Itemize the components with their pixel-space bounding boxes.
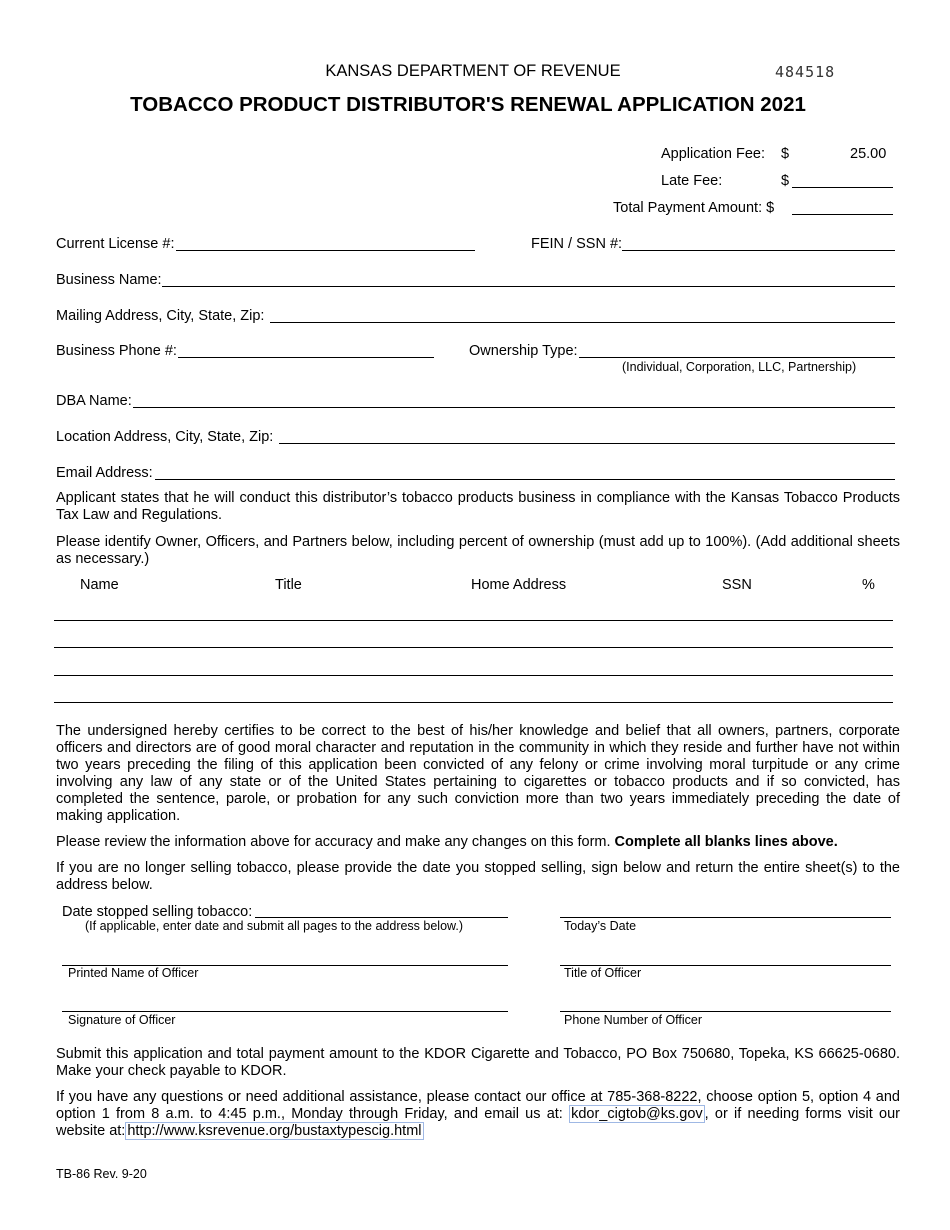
column-title: Title — [275, 577, 302, 593]
signature-officer-label: Signature of Officer — [68, 1013, 176, 1027]
owners-instruction: Please identify Owner, Officers, and Partners below, including percent of ownership (must add up to 100%). (Add additional sheets as necessary.) — [56, 534, 900, 567]
ownership-type-line[interactable] — [579, 357, 895, 358]
phone-officer-label: Phone Number of Officer — [564, 1013, 703, 1027]
owner-row-line[interactable] — [54, 620, 893, 621]
column-home-address: Home Address — [471, 577, 567, 593]
todays-date-line[interactable] — [560, 917, 891, 918]
current-license-line[interactable] — [176, 250, 475, 251]
fein-ssn-line[interactable] — [622, 250, 895, 251]
email-label: Email Address: — [56, 465, 153, 481]
contact-text: If you have any questions or need additional assistance, please contact our office at 785-368-8222, choose option 5, option 4 and option 1 from 8 a.m. to 4:45 p.m., Monday through Friday, and email us at: — [56, 1089, 900, 1122]
date-stopped-label: Date stopped selling tobacco: — [62, 904, 253, 920]
review-text: Please review the information above for accuracy and make any changes on this form. — [56, 834, 611, 850]
column-ssn: SSN — [722, 577, 752, 593]
late-fee-line[interactable] — [792, 187, 893, 188]
dba-name-label: DBA Name: — [56, 393, 132, 409]
website-link[interactable]: http://www.ksrevenue.org/bustaxtypescig.html — [127, 1123, 422, 1139]
phone-officer-line[interactable] — [560, 1011, 891, 1012]
owner-row-line[interactable] — [54, 702, 893, 703]
review-instruction — [56, 834, 900, 851]
title-officer-label: Title of Officer — [564, 966, 642, 980]
stopped-instruction: If you are no longer selling tobacco, please provide the date you stopped selling, sign below and return the entire sheet(s) to the address below. — [56, 860, 900, 893]
business-name-label: Business Name: — [56, 272, 162, 288]
agency-name: KANSAS DEPARTMENT OF REVENUE — [325, 62, 621, 80]
business-phone-line[interactable] — [178, 357, 434, 358]
review-bold-text: Complete all blanks lines above. — [614, 834, 838, 850]
mailing-address-label: Mailing Address, City, State, Zip: — [56, 308, 265, 324]
signature-line[interactable] — [62, 1011, 508, 1012]
application-fee-currency: $ — [781, 146, 790, 162]
dba-name-line[interactable] — [133, 407, 895, 408]
current-license-label: Current License #: — [56, 236, 175, 252]
location-address-label: Location Address, City, State, Zip: — [56, 429, 274, 445]
form-number: 484518 — [775, 63, 836, 81]
ownership-type-label: Ownership Type: — [469, 343, 578, 359]
total-payment-label: Total Payment Amount: $ — [613, 200, 775, 216]
contact-middle-text: , or if needing forms visit our website at: — [56, 1106, 900, 1139]
email-link[interactable]: kdor_cigtob@ks.gov — [571, 1106, 703, 1122]
late-fee-currency: $ — [781, 173, 790, 189]
business-phone-label: Business Phone #: — [56, 343, 177, 359]
date-stopped-hint: (If applicable, enter date and submit all pages to the address below.) — [85, 919, 464, 933]
business-name-line[interactable] — [162, 286, 895, 287]
compliance-statement: Applicant states that he will conduct this distributor’s tobacco products business in compliance with the Kansas Tobacco Products Tax Law and Regulations. — [56, 490, 900, 523]
application-fee-value: 25.00 — [850, 146, 887, 162]
form-title: TOBACCO PRODUCT DISTRIBUTOR'S RENEWAL APPLICATION 2021 — [130, 93, 806, 116]
form-revision: TB-86 Rev. 9-20 — [56, 1167, 147, 1181]
todays-date-label: Today’s Date — [564, 919, 637, 933]
date-stopped-line[interactable] — [255, 917, 508, 918]
submit-instructions: Submit this application and total payment amount to the KDOR Cigarette and Tobacco, PO Box 750680, Topeka, KS 66625-0680. Make your check payable to KDOR. — [56, 1046, 900, 1079]
late-fee-label: Late Fee: — [661, 173, 723, 189]
owner-row-line[interactable] — [54, 647, 893, 648]
ownership-type-hint: (Individual, Corporation, LLC, Partnership) — [622, 360, 857, 374]
contact-info — [56, 1089, 900, 1140]
application-fee-label: Application Fee: — [661, 146, 765, 162]
location-address-line[interactable] — [279, 443, 895, 444]
column-percent: % — [862, 577, 875, 593]
total-payment-line[interactable] — [792, 214, 893, 215]
printed-name-label: Printed Name of Officer — [68, 966, 199, 980]
fein-ssn-label: FEIN / SSN #: — [531, 236, 623, 252]
owner-row-line[interactable] — [54, 675, 893, 676]
mailing-address-line[interactable] — [270, 322, 895, 323]
certification-text: The undersigned hereby certifies to be correct to the best of his/her knowledge and belief that all owners, partners, corporate officers and directors are of good moral character and reputation in the community in which they reside and further have not within two years preceding the filing of this application been convicted of any felony or crime involving moral turpitude or any crime involving any law of any state or of the United States pertaining to cigarettes or tobacco products and if so convicted, has completed the sentence, parole, or probation for any such conviction more than two years immediately preceding the date of making application. — [56, 723, 900, 824]
email-line[interactable] — [155, 479, 895, 480]
column-name: Name — [80, 577, 119, 593]
